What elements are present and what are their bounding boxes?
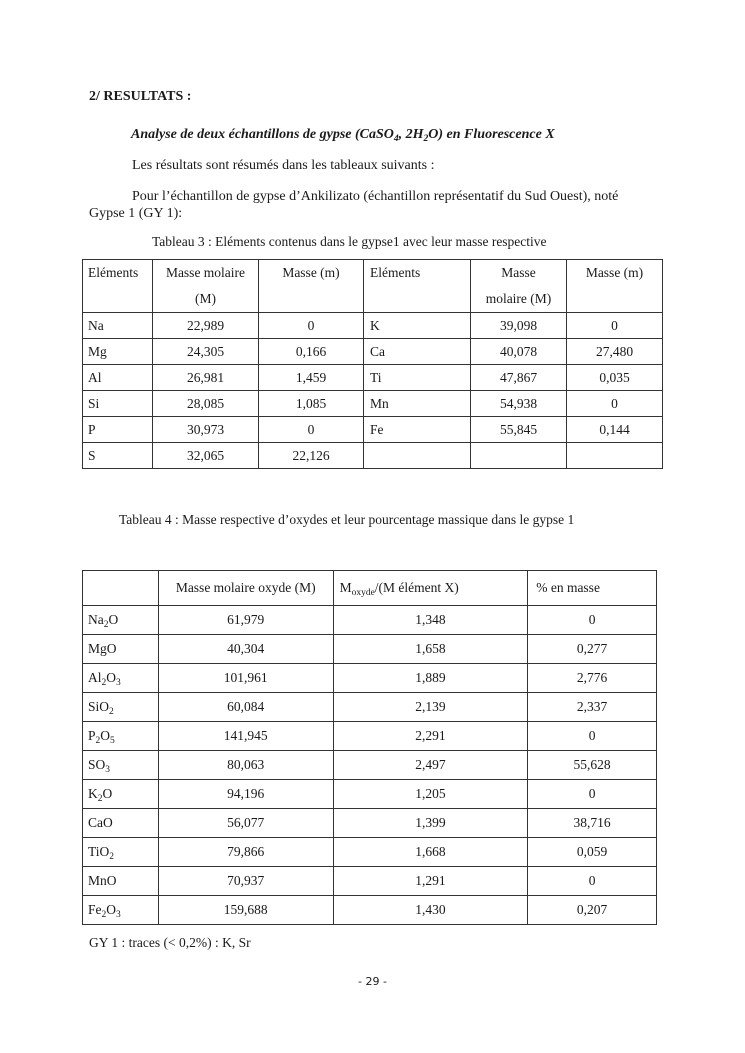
table-cell: 24,305 — [153, 339, 259, 365]
table-cell: 0,144 — [567, 417, 663, 443]
formula-sub: 2 — [95, 736, 101, 746]
table3-header-row — [83, 260, 663, 313]
table-cell: 0 — [259, 417, 364, 443]
formula-part: O — [102, 786, 113, 801]
table-cell: 60,084 — [158, 693, 333, 722]
table3-header-cell — [471, 260, 567, 313]
oxide-formula — [83, 867, 159, 896]
formula-part: SO — [88, 757, 106, 772]
header-rest: /(M élément X) — [374, 580, 459, 595]
table3-header-cell: Eléments — [364, 260, 471, 313]
table-cell: 28,085 — [153, 391, 259, 417]
table-row — [83, 722, 657, 751]
table-cell: 47,867 — [471, 365, 567, 391]
table-cell: 0,277 — [528, 635, 657, 664]
table3-header-cell: Masse (m) — [567, 260, 663, 313]
table-row — [83, 313, 663, 339]
formula-sub: 2 — [109, 852, 115, 862]
table-row — [83, 635, 657, 664]
table-cell — [471, 443, 567, 469]
sample-paragraph-line1: Pour l’échantillon de gypse d’Ankilizato (échantillon représentatif du Sud Ouest), noté — [132, 189, 619, 204]
oxide-formula — [83, 809, 159, 838]
formula-sub: 2 — [109, 707, 114, 717]
table-cell: 141,945 — [158, 722, 333, 751]
oxide-formula — [83, 896, 159, 925]
subtitle-suffix: O) en Fluorescence X — [428, 127, 555, 142]
table-cell: 1,668 — [333, 838, 528, 867]
table-cell: 0 — [528, 722, 657, 751]
table-row — [83, 838, 657, 867]
oxide-formula — [83, 751, 159, 780]
traces-footnote: GY 1 : traces (< 0,2%) : K, Sr — [89, 935, 251, 950]
header-main: M — [339, 580, 352, 595]
table-row — [83, 391, 663, 417]
table-cell: 38,716 — [528, 809, 657, 838]
table-cell: 27,480 — [567, 339, 663, 365]
header-line: Masse — [501, 265, 536, 280]
table-cell: 30,973 — [153, 417, 259, 443]
table-cell: Ca — [364, 339, 471, 365]
formula-sub: 5 — [110, 736, 115, 746]
intro-paragraph: Les résultats sont résumés dans les tableaux suivants : — [132, 158, 435, 173]
table-cell: 0,207 — [528, 896, 657, 925]
table-cell: 0,035 — [567, 365, 663, 391]
header-line: (M) — [195, 291, 216, 306]
table-cell: 39,098 — [471, 313, 567, 339]
table4-header-row — [83, 571, 657, 606]
table-cell: P — [83, 417, 153, 443]
table-row — [83, 867, 657, 896]
table-row — [83, 780, 657, 809]
table-cell — [364, 443, 471, 469]
table-cell: Ti — [364, 365, 471, 391]
subtitle-prefix: Analyse de deux échantillons de gypse (CaSO — [131, 127, 394, 142]
table-cell: 0,166 — [259, 339, 364, 365]
table3-header-cell — [153, 260, 259, 313]
table-row — [83, 809, 657, 838]
table-row — [83, 693, 657, 722]
subtitle-sub2: 2 — [423, 134, 429, 144]
formula-part: CaO — [88, 815, 113, 830]
table-cell: Fe — [364, 417, 471, 443]
table-cell: 2,291 — [333, 722, 528, 751]
table-cell: 26,981 — [153, 365, 259, 391]
table3-header-cell: Masse (m) — [259, 260, 364, 313]
table-cell: 1,291 — [333, 867, 528, 896]
table-cell: Na — [83, 313, 153, 339]
table-row — [83, 896, 657, 925]
page-number: - 29 - — [358, 975, 387, 988]
table-cell: 2,497 — [333, 751, 528, 780]
table-cell: 22,126 — [259, 443, 364, 469]
table-cell: 1,459 — [259, 365, 364, 391]
table-cell: 55,628 — [528, 751, 657, 780]
formula-sub: 2 — [101, 678, 107, 688]
table-cell: 55,845 — [471, 417, 567, 443]
table-cell: 159,688 — [158, 896, 333, 925]
table4-header-cell: Masse molaire oxyde (M) — [158, 571, 333, 606]
table3 — [82, 259, 663, 469]
oxide-formula — [83, 635, 159, 664]
table-row — [83, 751, 657, 780]
table-cell: S — [83, 443, 153, 469]
table-cell: 32,065 — [153, 443, 259, 469]
table4-header-cell: % en masse — [528, 571, 657, 606]
table-row — [83, 606, 657, 635]
formula-part: Fe — [88, 902, 102, 917]
table4 — [82, 570, 657, 925]
table3-caption: Tableau 3 : Eléments contenus dans le gypse1 avec leur masse respective — [152, 234, 547, 249]
oxide-formula — [83, 606, 159, 635]
table-cell: 0,059 — [528, 838, 657, 867]
table3-header-cell: Eléments — [83, 260, 153, 313]
formula-part: SiO — [88, 699, 110, 714]
table-cell: 1,430 — [333, 896, 528, 925]
formula-part: O — [106, 670, 116, 685]
table-row — [83, 339, 663, 365]
table-row — [83, 664, 657, 693]
header-line: Masse molaire — [165, 265, 246, 280]
table-cell: 2,337 — [528, 693, 657, 722]
formula-part: O — [100, 728, 111, 743]
table-cell — [567, 443, 663, 469]
table-cell: 0 — [259, 313, 364, 339]
formula-sub: 3 — [116, 910, 121, 920]
subtitle-mid: , 2H — [398, 127, 424, 142]
table-cell: 1,399 — [333, 809, 528, 838]
table-row — [83, 417, 663, 443]
subtitle-sub1: 4 — [393, 134, 399, 144]
table-cell: 0 — [528, 780, 657, 809]
formula-sub: 3 — [116, 678, 121, 688]
table-cell: 22,989 — [153, 313, 259, 339]
formula-sub: 3 — [105, 765, 111, 775]
table-cell: 61,979 — [158, 606, 333, 635]
oxide-formula — [83, 838, 159, 867]
formula-part: O — [106, 902, 116, 917]
table-cell: 2,776 — [528, 664, 657, 693]
oxide-formula — [83, 780, 159, 809]
table-cell: 79,866 — [158, 838, 333, 867]
table-cell: 1,658 — [333, 635, 528, 664]
header-line: molaire (M) — [485, 291, 552, 306]
formula-sub: 2 — [101, 910, 107, 920]
formula-part: K — [88, 786, 98, 801]
oxide-formula — [83, 664, 159, 693]
formula-sub: 2 — [103, 620, 109, 630]
table-cell: 80,063 — [158, 751, 333, 780]
table-cell: 94,196 — [158, 780, 333, 809]
formula-part: MgO — [88, 641, 117, 656]
table-cell: 1,085 — [259, 391, 364, 417]
table-cell: K — [364, 313, 471, 339]
table-cell: 0 — [528, 867, 657, 896]
table-cell: 0 — [528, 606, 657, 635]
section-title: 2/ RESULTATS : — [89, 89, 192, 104]
sample-paragraph-line2: Gypse 1 (GY 1): — [89, 206, 183, 221]
formula-sub: 2 — [97, 794, 103, 804]
table-row — [83, 443, 663, 469]
table-cell: 56,077 — [158, 809, 333, 838]
table-cell: 101,961 — [158, 664, 333, 693]
table4-caption: Tableau 4 : Masse respective d’oxydes et leur pourcentage massique dans le gypse 1 — [119, 512, 575, 527]
formula-part: MnO — [88, 873, 117, 888]
table-cell: Mg — [83, 339, 153, 365]
formula-part: O — [108, 612, 119, 627]
table-cell: 1,889 — [333, 664, 528, 693]
formula-part: P — [88, 728, 96, 743]
table-cell: 40,304 — [158, 635, 333, 664]
table-cell: 70,937 — [158, 867, 333, 896]
table-cell: 0 — [567, 313, 663, 339]
table-cell: 2,139 — [333, 693, 528, 722]
table-cell: 1,348 — [333, 606, 528, 635]
oxide-formula — [83, 722, 159, 751]
table-row — [83, 365, 663, 391]
table-cell: Al — [83, 365, 153, 391]
table4-header-cell — [333, 571, 528, 606]
table-cell: 1,205 — [333, 780, 528, 809]
oxide-formula — [83, 693, 159, 722]
table-cell: 40,078 — [471, 339, 567, 365]
formula-part: Al — [88, 670, 102, 685]
formula-part: TiO — [88, 844, 110, 859]
table-cell: Si — [83, 391, 153, 417]
table-cell: 54,938 — [471, 391, 567, 417]
header-sub: oxyde — [351, 588, 375, 598]
analysis-subtitle — [131, 127, 555, 143]
table-cell: Mn — [364, 391, 471, 417]
table4-header-cell — [83, 571, 159, 606]
formula-part: Na — [88, 612, 104, 627]
table-cell: 0 — [567, 391, 663, 417]
